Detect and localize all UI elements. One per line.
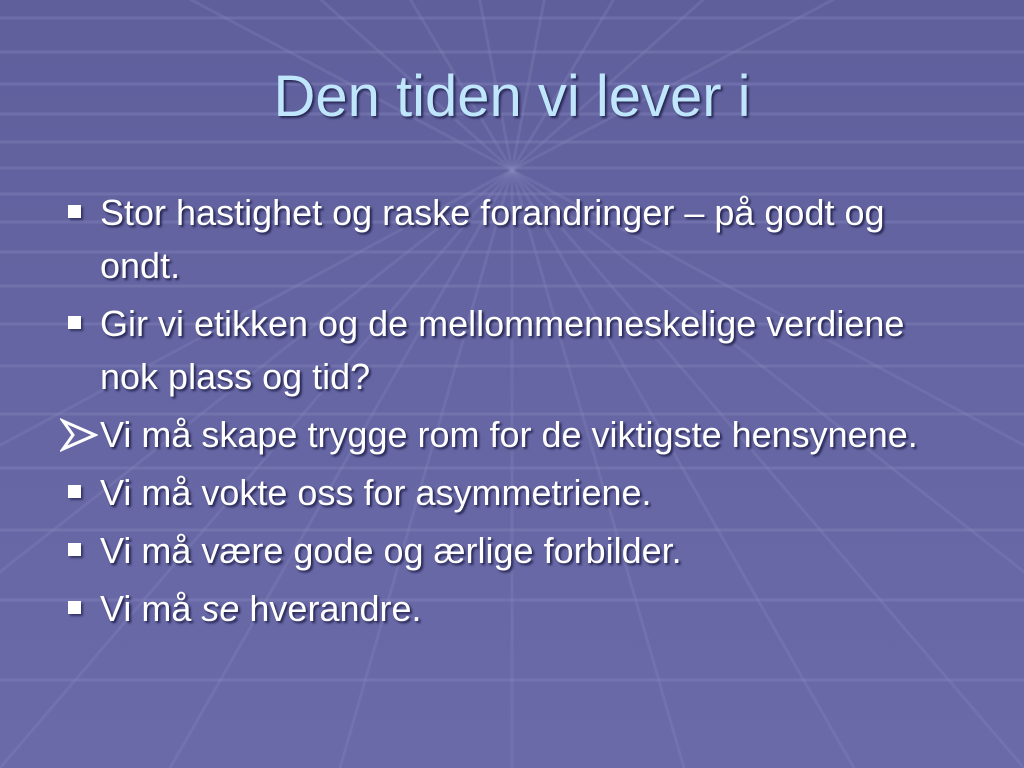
bullet-text: Vi må være gode og ærlige forbilder. — [100, 530, 682, 571]
bullet-text: Stor hastighet og raske forandringer – på godt og ondt. — [100, 192, 885, 286]
bullet-text: Gir vi etikken og de mellommenneskelige verdiene nok plass og tid? — [100, 303, 905, 397]
slide-title: Den tiden vi lever i — [273, 64, 751, 129]
square-bullet-icon — [68, 205, 81, 218]
bullet-item — [60, 186, 960, 292]
square-bullet-icon — [68, 485, 81, 498]
bullet-item — [60, 524, 960, 577]
arrow-bullet-icon — [60, 418, 98, 452]
square-bullet-icon — [68, 601, 81, 614]
bullet-text: Vi må vokte oss for asymmetriene. — [100, 472, 652, 513]
square-bullet-icon — [68, 543, 81, 556]
bullet-text-end: hverandre. — [239, 588, 422, 629]
bullet-item — [60, 582, 960, 635]
bullet-item — [60, 297, 960, 403]
square-bullet-icon — [68, 316, 81, 329]
bullet-item — [60, 408, 960, 461]
bullet-text: Vi må skape trygge rom for de viktigste hensynene. — [100, 414, 918, 455]
bullet-list — [60, 186, 960, 640]
bullet-item — [60, 466, 960, 519]
bullet-text-start: Vi må — [100, 588, 202, 629]
bullet-text-emphasis: se — [201, 588, 240, 629]
